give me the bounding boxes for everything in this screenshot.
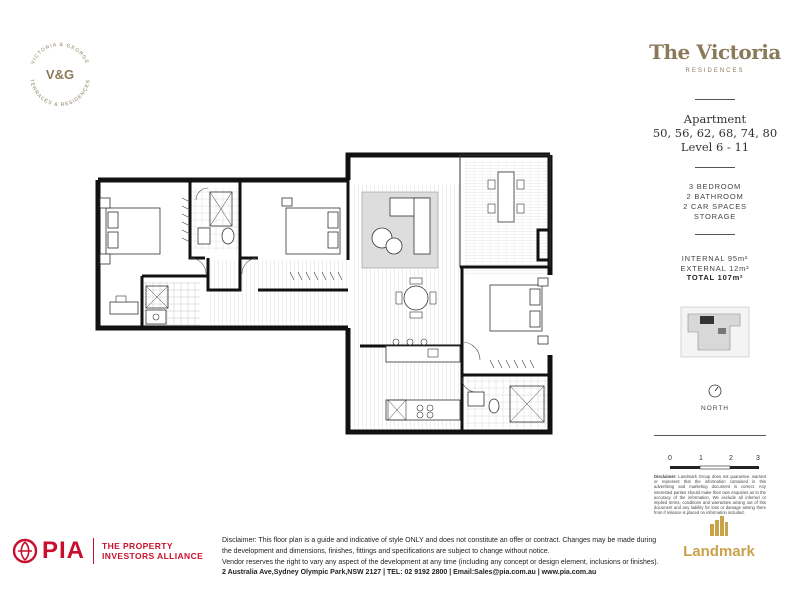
spec-bathrooms: 2 BATHROOM: [686, 192, 744, 201]
apartment-numbers: 50, 56, 62, 68, 74, 80: [652, 126, 778, 140]
brand-title: The Victoria: [649, 40, 781, 64]
pia-divider: [93, 538, 94, 564]
apartment-label: Apartment: [683, 112, 747, 126]
divider: [695, 234, 735, 235]
svg-text:V&G: V&G: [45, 67, 75, 82]
spec-list: [640, 182, 790, 222]
scale-tick-label: 1: [699, 455, 703, 462]
north-indicator: [700, 384, 730, 412]
brand-subtitle: RESIDENCES: [685, 68, 745, 74]
divider: [654, 435, 766, 436]
side-disclaimer-heading: Disclaimer:: [654, 474, 677, 479]
landmark-building-icon: [708, 516, 730, 536]
footer-vendor-text: Vendor reserves the right to vary any aspect of the development at any time (including any concept or design element, inclusions or finishes).: [222, 559, 659, 566]
apartment-levels: Level 6 - 11: [680, 140, 750, 154]
area-list: [640, 254, 790, 283]
bed-1: [100, 198, 160, 264]
pia-tagline: [102, 541, 203, 562]
scale-tick-label: 0: [668, 455, 672, 462]
area-external: EXTERNAL 12m²: [680, 263, 750, 273]
vg-seal-logo: [22, 36, 98, 112]
footer-disclaimer: [222, 535, 667, 568]
divider: [695, 99, 735, 100]
compass-icon: [708, 384, 722, 398]
pia-tagline-line1: THE PROPERTY: [102, 540, 173, 551]
pia-wordmark: PIA: [42, 537, 86, 564]
scale-tick-label: 3: [756, 455, 760, 462]
key-plan-diagram: [680, 306, 750, 358]
bed-2: [282, 198, 340, 254]
scale-tick-label: 2: [729, 455, 733, 462]
pia-globe-icon: [12, 538, 38, 564]
spec-car-spaces: 2 CAR SPACES: [683, 202, 747, 211]
pia-logo: [12, 536, 203, 566]
landmark-wordmark: Landmark: [683, 543, 755, 560]
spec-bedrooms: 3 BEDROOM: [688, 182, 742, 191]
bed-3: [490, 278, 548, 344]
brand-block: [640, 40, 790, 74]
side-disclaimer: [654, 474, 766, 516]
landmark-logo: [664, 516, 774, 560]
svg-text:VICTORIA & GEORGE: VICTORIA & GEORGE: [29, 41, 91, 66]
footer-contact: 2 Australia Ave,Sydney Olympic Park,NSW 2127 | TEL: 02 9192 2800 | Email:Sales@pia.com.au | www.pia.com.au: [222, 569, 597, 576]
svg-text:TERRACES & RESIDENCES: TERRACES & RESIDENCES: [28, 78, 92, 109]
area-internal: INTERNAL 95m²: [681, 254, 749, 263]
side-disclaimer-body: Landmark Group does not guarantee, warrant or represent that the information contained in this advertising and marketing document is correct. Any interested parties should make their own enquiries as to the accuracy of the information. We exclude all inferred or implied terms, conditions and warranties arising out of this document and any liability for loss or damage arising there from if reliance is placed on information included.: [654, 474, 766, 516]
footer-disclaimer-text: Disclaimer: This floor plan is a guide and indicative of style ONLY and does not constitute an offer or contract. Changes may be made during the development and dimensions, finishes, fittings and specifications are subject to change without notice.: [222, 537, 657, 555]
pia-tagline-line2: INVESTORS ALLIANCE: [102, 551, 204, 561]
floor-plan: [90, 150, 570, 440]
apartment-block: [640, 112, 790, 154]
divider: [695, 167, 735, 168]
spec-storage: STORAGE: [693, 212, 737, 221]
north-label: NORTH: [701, 405, 729, 412]
area-total: TOTAL 107m²: [686, 273, 744, 282]
